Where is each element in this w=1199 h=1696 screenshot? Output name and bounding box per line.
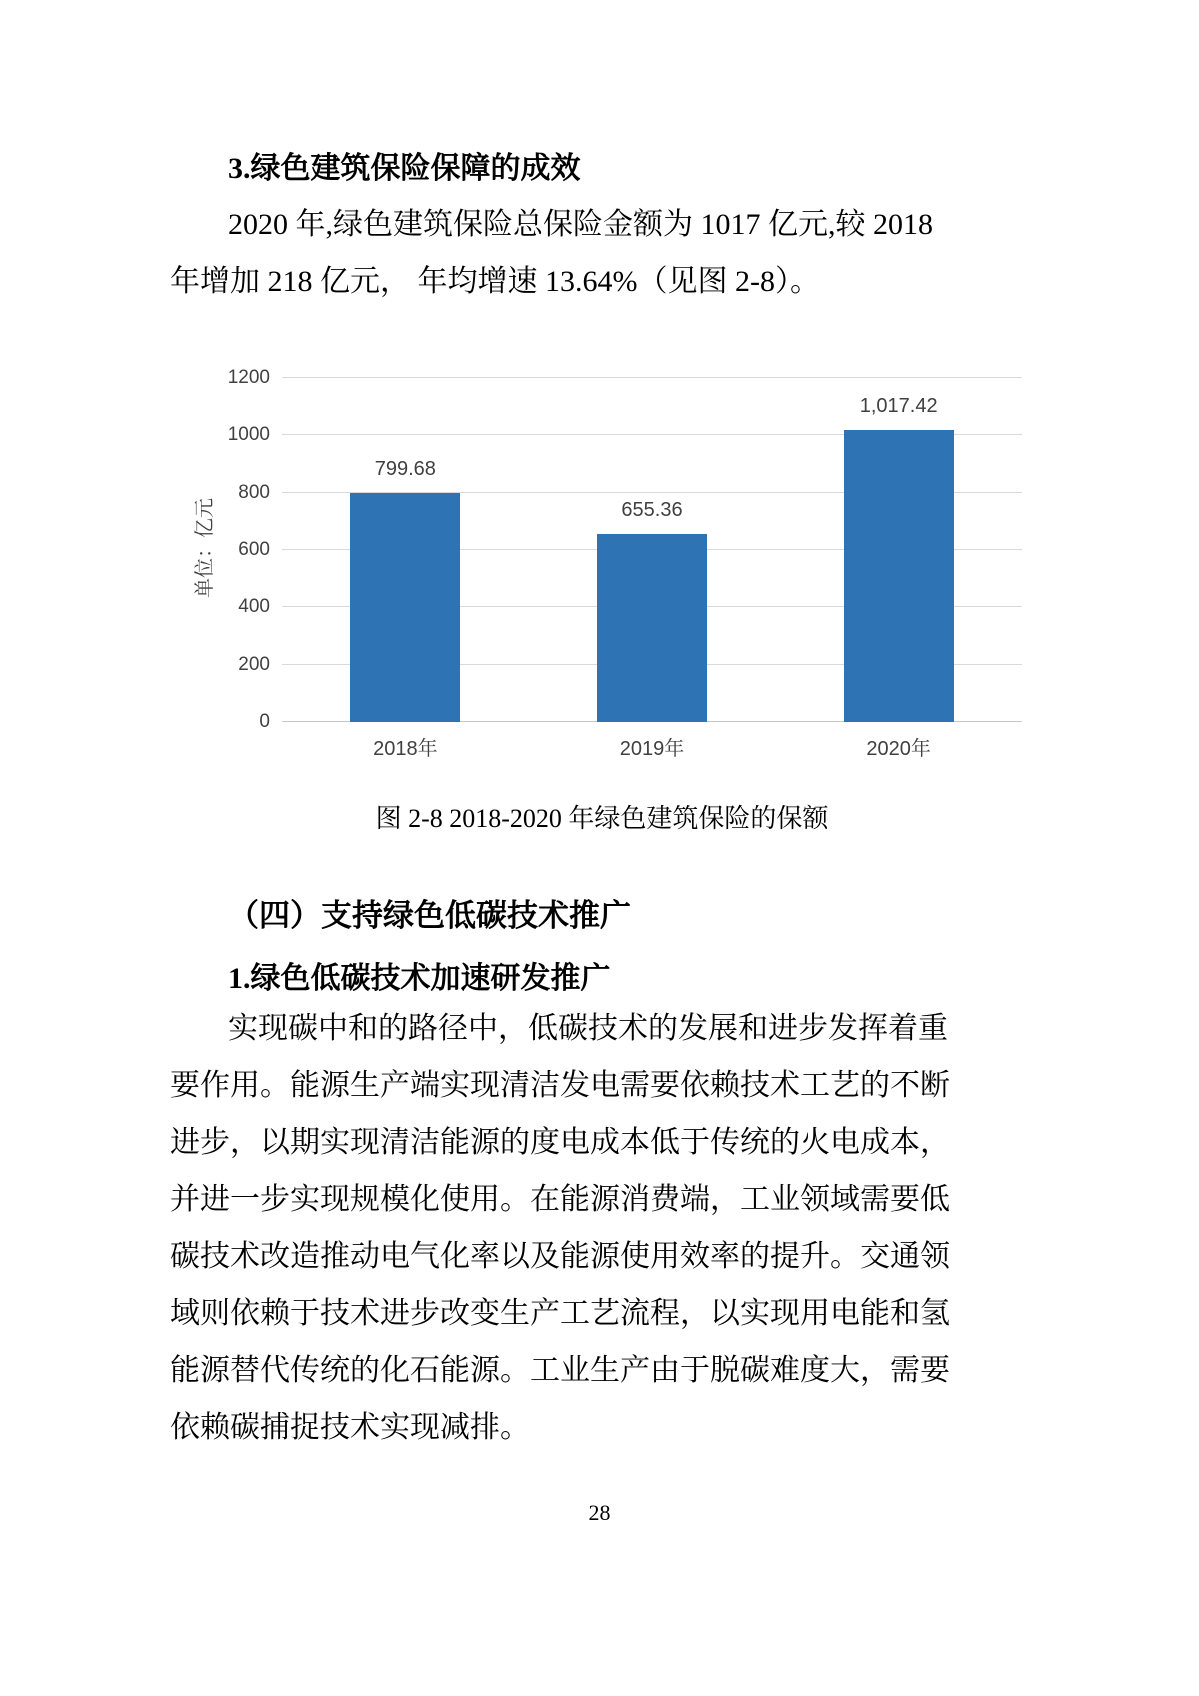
bar-value-label: 655.36	[621, 499, 683, 522]
bar-value-label: 1,017.42	[859, 395, 938, 418]
section4-heading: （四）支持绿色低碳技术推广	[228, 898, 631, 933]
paragraph-line: 碳技术改造推动电气化率以及能源使用效率的提升。交通领	[170, 1240, 950, 1273]
paragraph-line: 能源替代传统的化石能源。工业生产由于脱碳难度大，需要	[170, 1354, 950, 1387]
chart-plot-area	[282, 378, 1022, 722]
y-tick-label: 800	[238, 481, 270, 503]
paragraph-line: 要作用。能源生产端实现清洁发电需要依赖技术工艺的不断	[170, 1069, 950, 1102]
paragraph-line: 依赖碳捕捉技术实现减排。	[170, 1411, 530, 1444]
paragraph-line: 2020 年,绿色建筑保险总保险金额为 1017 亿元,较 2018	[228, 208, 933, 241]
x-axis-label: 2019年	[619, 738, 685, 760]
paragraph-line: 域则依赖于技术进步改变生产工艺流程，以实现用电能和氢	[170, 1297, 950, 1330]
x-axis-label: 2020年	[866, 738, 931, 760]
y-tick-label: 200	[238, 653, 270, 675]
y-tick-label: 1200	[227, 367, 270, 388]
paragraph-line: 实现碳中和的路径中，低碳技术的发展和进步发挥着重	[228, 1012, 948, 1045]
section3-heading: 3.绿色建筑保险保障的成效	[228, 152, 581, 185]
section3-paragraph	[170, 196, 1034, 310]
y-tick-label: 0	[259, 711, 270, 732]
y-tick-label: 400	[238, 596, 270, 618]
figure-caption: 图 2-8 2018-2020 年绿色建筑保险的保额	[375, 804, 829, 833]
y-axis-tick-labels	[182, 367, 270, 732]
bar	[844, 430, 954, 722]
bar	[350, 493, 460, 722]
y-tick-label: 1000	[227, 424, 270, 446]
gridline	[282, 377, 1022, 378]
paragraph-line: 并进一步实现规模化使用。在能源消费端，工业领域需要低	[170, 1183, 950, 1216]
y-axis-title: 单位：亿元	[194, 498, 216, 598]
x-axis-label: 2018年	[373, 738, 438, 760]
bar-chart-figure	[0, 340, 1199, 780]
paragraph-line: 进步，以期实现清洁能源的度电成本低于传统的火电成本，	[170, 1126, 950, 1159]
bar-value-label: 799.68	[374, 457, 436, 480]
section4-paragraph	[170, 1000, 1034, 1456]
x-axis-labels	[282, 732, 1022, 762]
paragraph-line: 年增加 218 亿元， 年均增速 13.64%（见图 2-8）。	[170, 265, 820, 298]
page-number: 28	[588, 1500, 611, 1525]
section4-subheading: 1.绿色低碳技术加速研发推广	[228, 962, 611, 995]
bar	[597, 534, 707, 722]
y-tick-label: 600	[238, 539, 270, 560]
